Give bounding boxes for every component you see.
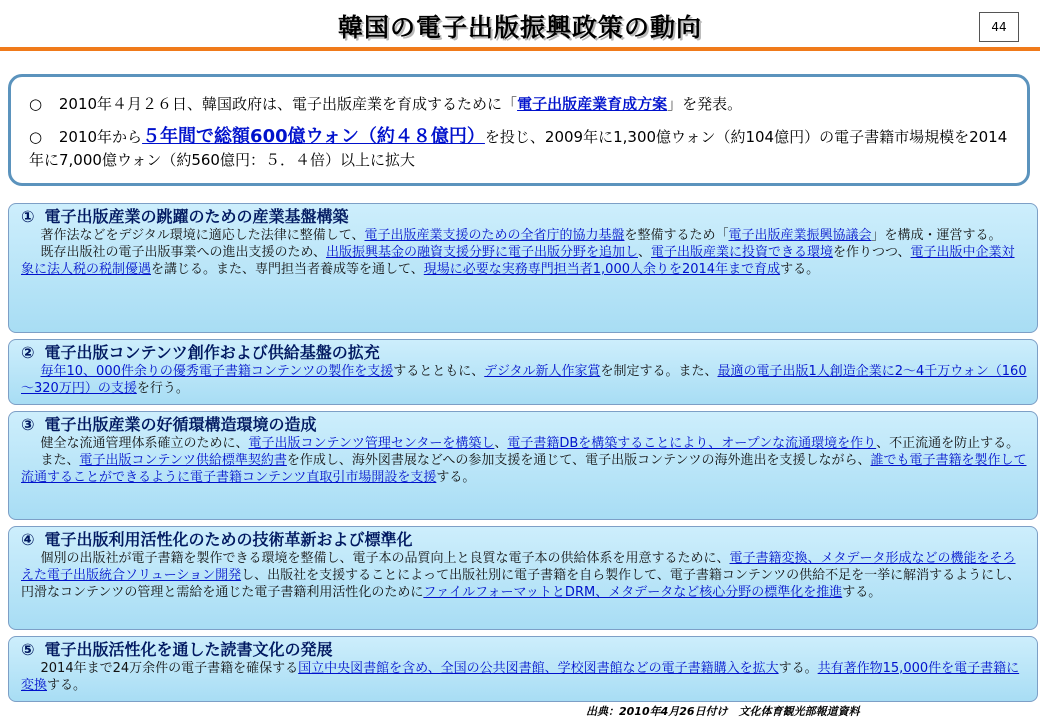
source-citation: 出典：2010年4月26日付け 文化体育観光部報道資料 bbox=[586, 705, 860, 718]
page-title: 韓国の電子出版振興政策の動向 bbox=[337, 13, 702, 42]
body-text: 、不正流通を防止する。 bbox=[876, 436, 1020, 451]
underlined-text: 電子出版産業に投資できる環境 bbox=[651, 245, 834, 260]
body-text: 」を構成・運営する。 bbox=[871, 228, 1002, 243]
body-text: 、 bbox=[638, 245, 652, 260]
section-paragraph bbox=[21, 227, 1027, 244]
body-text: する。 bbox=[47, 678, 87, 693]
body-text: を作りつつ、 bbox=[833, 245, 911, 260]
title-divider bbox=[0, 47, 1040, 51]
body-text: するとともに、 bbox=[393, 364, 485, 379]
body-text: を整備するため「 bbox=[624, 228, 729, 243]
underlined-text: 電子出版コンテンツ管理センターを構築し bbox=[248, 436, 495, 451]
section-tech-standardization bbox=[8, 526, 1038, 630]
section-distribution-environment bbox=[8, 411, 1038, 520]
section-number: ② bbox=[21, 343, 35, 362]
body-text: 健全な流通管理体系確立のために、 bbox=[40, 436, 249, 451]
underlined-text: 最適の電子出版1人創造企業に2～4千万ウォン（160～320万円）の支援 bbox=[21, 364, 1027, 396]
section-content-creation bbox=[8, 339, 1038, 405]
body-text: を行う。 bbox=[136, 381, 189, 396]
underlined-text: 誰でも電子書籍を製作して流通することができるように電子書籍コンテンツ直取引市場開設を支援 bbox=[21, 453, 1027, 485]
section-title: 電子出版産業の跳躍のための産業基盤構築 bbox=[44, 207, 349, 226]
summary-line-2 bbox=[29, 125, 1009, 172]
body-text: する。 bbox=[842, 585, 882, 600]
section-number: ① bbox=[21, 207, 35, 226]
section-number: ⑤ bbox=[21, 640, 35, 659]
section-heading bbox=[21, 530, 1027, 550]
underlined-text: 現場に必要な実務専門担当者1,000人余りを2014年まで育成 bbox=[423, 262, 781, 277]
body-text: 2014年まで24万余件の電子書籍を確保する bbox=[40, 661, 299, 676]
section-paragraph bbox=[21, 363, 1027, 397]
section-heading bbox=[21, 640, 1027, 660]
body-text: 既存出版社の電子出版事業への進出支援のため、 bbox=[40, 245, 326, 260]
underlined-text: 電子出版コンテンツ供給標準契約書 bbox=[79, 453, 287, 468]
body-text: する。 bbox=[778, 661, 818, 676]
body-text: また、 bbox=[40, 453, 80, 468]
section-body bbox=[21, 363, 1027, 397]
section-industry-foundation bbox=[8, 203, 1038, 333]
underlined-text: 出版振興基金の融資支援分野に電子出版分野を追加し bbox=[325, 245, 638, 260]
body-text: 個別の出版社が電子書籍を製作できる環境を整備し、電子本の品質向上と良質な電子本の供給体系を用意するために、 bbox=[40, 551, 730, 566]
highlight-plan-name: 電子出版産業育成方案 bbox=[517, 95, 668, 113]
section-body bbox=[21, 435, 1027, 486]
underlined-text: デジタル新人作家賞 bbox=[484, 364, 601, 379]
section-number: ③ bbox=[21, 415, 35, 434]
underlined-text: ファイルフォーマットとDRM、メタデータなど核心分野の標準化を推進 bbox=[423, 585, 843, 600]
section-paragraph bbox=[21, 452, 1027, 486]
summary-text: 」を発表。 bbox=[667, 95, 743, 113]
section-number: ④ bbox=[21, 530, 35, 549]
body-text: を制定する。また、 bbox=[600, 364, 718, 379]
highlight-budget: ５年間で総額600億ウォン（約４８億円） bbox=[142, 126, 485, 147]
summary-line-1 bbox=[29, 93, 1009, 116]
underlined-text: 電子出版産業支援のための全省庁的協力基盤 bbox=[364, 228, 625, 243]
section-body bbox=[21, 660, 1027, 694]
summary-box bbox=[8, 74, 1030, 186]
page-number: 44 bbox=[979, 12, 1019, 42]
section-title: 電子出版コンテンツ創作および供給基盤の拡充 bbox=[44, 343, 380, 362]
underlined-text: 毎年10、000件余りの優秀電子書籍コンテンツの製作を支援 bbox=[40, 364, 394, 379]
underlined-text: 国立中央図書館を含め、全国の公共図書館、学校図書館などの電子書籍購入を拡大 bbox=[298, 661, 779, 676]
section-paragraph bbox=[21, 244, 1027, 278]
section-heading bbox=[21, 415, 1027, 435]
section-reading-culture bbox=[8, 636, 1038, 702]
section-body bbox=[21, 550, 1027, 601]
summary-text: 2010年から bbox=[58, 128, 143, 146]
section-title: 電子出版利用活性化のための技術革新および標準化 bbox=[44, 530, 413, 549]
body-text: を作成し、海外図書展などへの参加支援を通じて、電子出版コンテンツの海外進出を支援しながら、 bbox=[286, 453, 871, 468]
section-paragraph bbox=[21, 550, 1027, 601]
body-text: 著作法などをデジタル環境に適応した法律に整備して、 bbox=[40, 228, 365, 243]
section-heading bbox=[21, 207, 1027, 227]
body-text: 、 bbox=[494, 436, 508, 451]
section-paragraph bbox=[21, 435, 1027, 452]
underlined-text: 電子書籍変換、メタデータ形成などの機能をそろえた電子出版統合ソリューション開発 bbox=[21, 551, 1016, 583]
bullet-circle: ○ bbox=[29, 128, 43, 146]
underlined-text: 電子書籍DBを構築することにより、オープンな流通環境を作り bbox=[507, 436, 877, 451]
section-paragraph bbox=[21, 660, 1027, 694]
section-body bbox=[21, 227, 1027, 278]
body-text: する。 bbox=[780, 262, 820, 277]
section-title: 電子出版産業の好循環構造環境の造成 bbox=[44, 415, 317, 434]
underlined-text: 電子出版中企業対象に法人税の税制優遇 bbox=[21, 245, 1015, 277]
body-text: する。 bbox=[436, 470, 476, 485]
section-title: 電子出版活性化を通した読書文化の発展 bbox=[44, 640, 333, 659]
underlined-text: 共有著作物15,000件を電子書籍に変換 bbox=[21, 661, 1020, 693]
body-text: し、出版社を支援することによって出版社別に電子書籍を自ら製作して、電子書籍コンテンツの供給不足を一挙に解消するようにし、円滑なコンテンツの管理と需給を通じた電子書籍利用活性化のために bbox=[21, 568, 1021, 600]
summary-text: 2010年４月２６日、韓国政府は、電子出版産業を育成するために「 bbox=[58, 95, 518, 113]
underlined-text: 電子出版産業振興協議会 bbox=[728, 228, 872, 243]
summary-text: を投じ、2009年に1,300億ウォン（約104億円）の電子書籍市場規模を2014年に7,000億ウォン（約560億円：５．４倍）以上に拡大 bbox=[29, 128, 1008, 169]
bullet-circle: ○ bbox=[29, 95, 43, 113]
section-heading bbox=[21, 343, 1027, 363]
body-text: を講じる。また、専門担当者養成等を通して、 bbox=[151, 262, 424, 277]
